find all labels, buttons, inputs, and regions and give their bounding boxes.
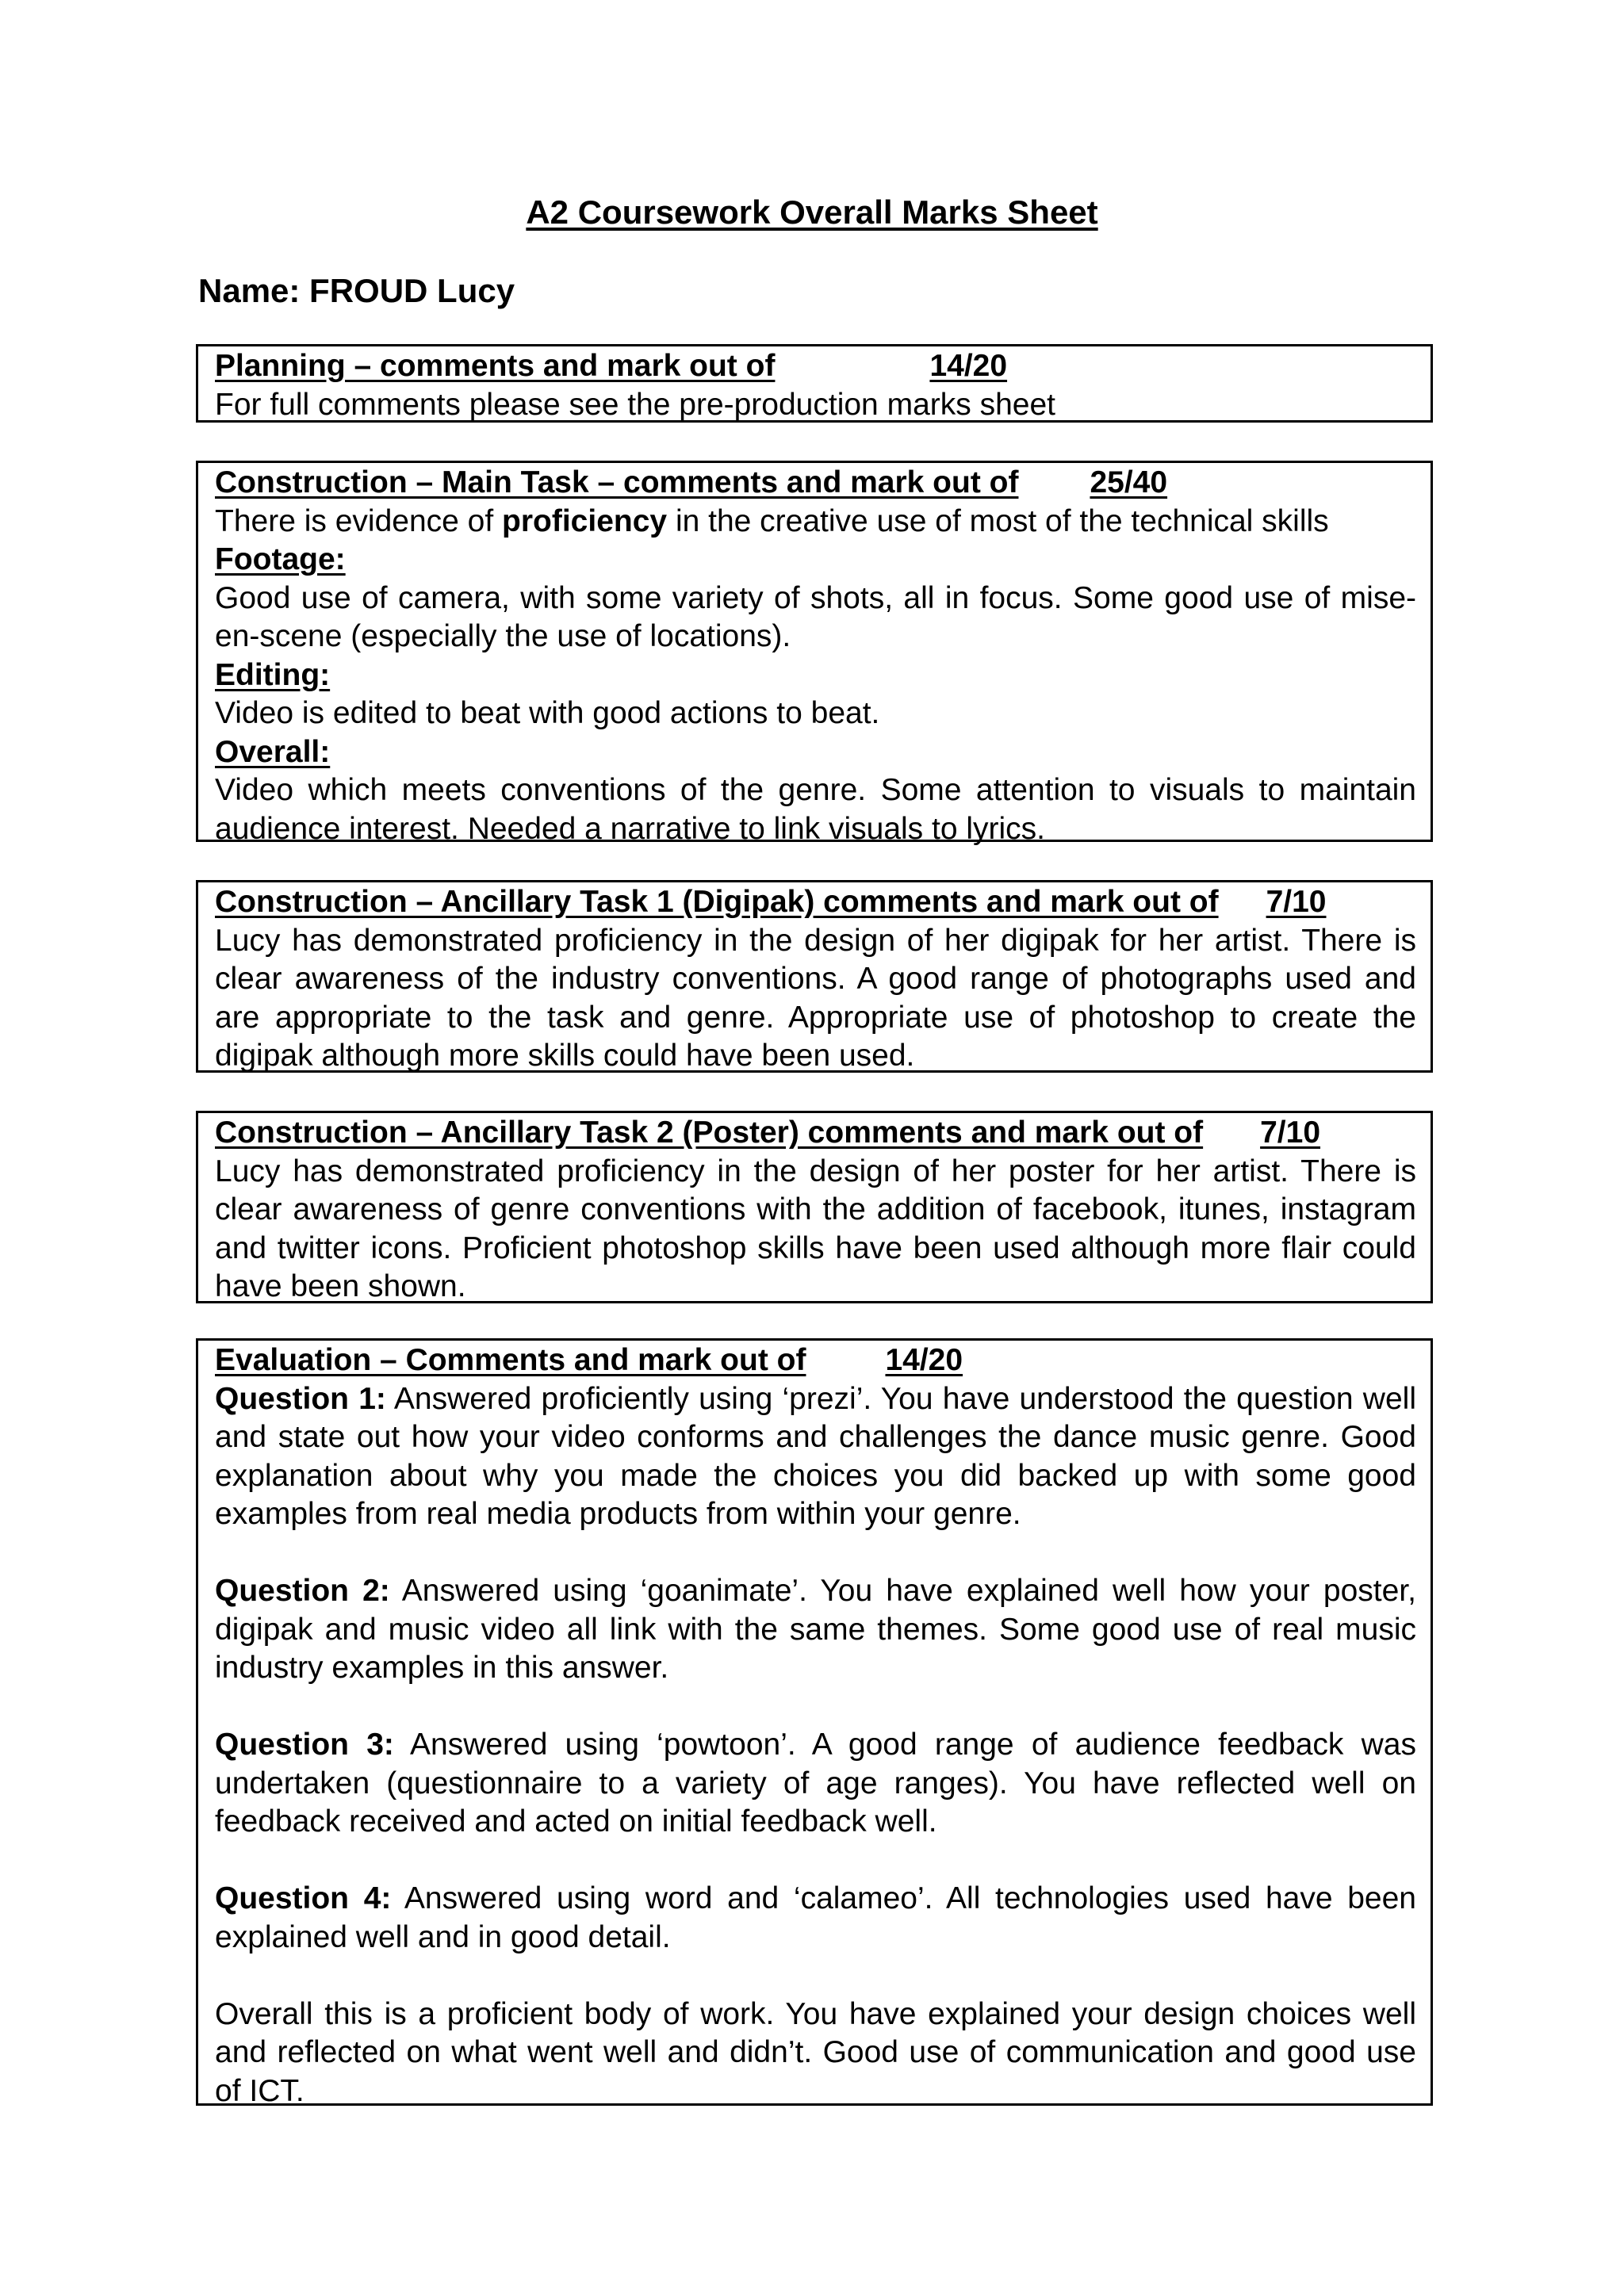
ancillary2-section (196, 1111, 1433, 1303)
main-task-section (196, 461, 1433, 846)
question-2-label: Question 2: (215, 1574, 390, 1608)
ancillary1-mark: 7/10 (1266, 885, 1327, 919)
question-1-label: Question 1: (215, 1381, 386, 1416)
student-name: Name: FROUD Lucy (198, 272, 515, 309)
main-task-heading-label: Construction – Main Task – comments and mark out of (215, 465, 1019, 499)
ancillary2-mark: 7/10 (1260, 1115, 1321, 1150)
question-2 (215, 1572, 1416, 1688)
question-2-text: Answered using ‘goanimate’. You have explained well how your poster, digipak and music video all link with the same themes. Some good use of real music industry examples in this answer. (215, 1574, 1416, 1685)
ancillary2-comment: Lucy has demonstrated proficiency in the design of her poster for her artist. There is clear awareness of genre conventions with the addition of facebook, itunes, instagram and twitter icons. Proficient photoshop skills have been used although more flair could have been shown. (215, 1154, 1416, 1303)
planning-comment: For full comments please see the pre-production marks sheet (215, 387, 1055, 422)
editing-text: Video is edited to beat with good actions to beat. (215, 696, 880, 730)
main-task-intro-bold: proficiency (502, 503, 668, 538)
evaluation-heading (215, 1341, 1416, 1380)
overall-text: Video which meets conventions of the genre. Some attention to visuals to maintain audience interest. Needed a narrative to link visuals to lyrics. (215, 773, 1416, 846)
question-3-label: Question 3: (215, 1728, 394, 1762)
planning-section (196, 344, 1433, 423)
ancillary2-heading (215, 1114, 1416, 1153)
ancillary1-section (196, 880, 1433, 1073)
evaluation-overall: Overall this is a proficient body of work. You have explained your design choices well and reflected on what went well and didn’t. Good use of communication and good use of ICT. (215, 1996, 1416, 2108)
main-task-heading (215, 464, 1416, 503)
main-task-mark: 25/40 (1090, 465, 1168, 499)
planning-mark: 14/20 (929, 349, 1008, 383)
evaluation-mark: 14/20 (885, 1343, 963, 1377)
footage-text: Good use of camera, with some variety of shots, all in focus. Some good use of mise-en-scene (especially the use of locations). (215, 580, 1416, 653)
planning-heading-label: Planning – comments and mark out of (215, 349, 776, 383)
evaluation-section (196, 1338, 1433, 2106)
editing-label: Editing: (215, 657, 331, 692)
main-task-intro-start: There is evidence of (215, 503, 503, 538)
question-4-text: Answered using word and ‘calameo’. All technologies used have been explained well and in good detail. (215, 1881, 1416, 1954)
planning-heading (215, 347, 1416, 386)
question-1-text: Answered proficiently using ‘prezi’. You have understood the question well and state out how your video conforms and challenges the dance music genre. Good explanation about why you made the choices you did backed up with some good examples from real media products from within your genre. (215, 1381, 1416, 1531)
overall-label: Overall: (215, 734, 331, 769)
ancillary2-heading-label: Construction – Ancillary Task 2 (Poster) comments and mark out of (215, 1115, 1204, 1150)
question-3-text: Answered using ‘powtoon’. A good range of audience feedback was undertaken (questionnaire to a variety of age ranges). You have reflected well on feedback received and acted on initial feedback well. (215, 1728, 1416, 1839)
ancillary1-heading (215, 883, 1416, 922)
question-4-label: Question 4: (215, 1881, 392, 1915)
evaluation-heading-label: Evaluation – Comments and mark out of (215, 1343, 806, 1377)
question-4 (215, 1880, 1416, 1957)
question-1 (215, 1380, 1416, 1534)
main-task-intro-end: in the creative use of most of the technical skills (667, 503, 1329, 538)
question-3 (215, 1726, 1416, 1842)
page-title: A2 Coursework Overall Marks Sheet (526, 193, 1098, 231)
main-task-intro (215, 503, 1416, 541)
ancillary1-heading-label: Construction – Ancillary Task 1 (Digipak) comments and mark out of (215, 885, 1219, 919)
ancillary1-comment: Lucy has demonstrated proficiency in the design of her digipak for her artist. There is clear awareness of the industry conventions. A good range of photographs used and are appropriate to the task and genre. Appropriate use of photoshop to create the digipak although more skills could have been used. (215, 923, 1416, 1073)
footage-label: Footage: (215, 542, 346, 576)
